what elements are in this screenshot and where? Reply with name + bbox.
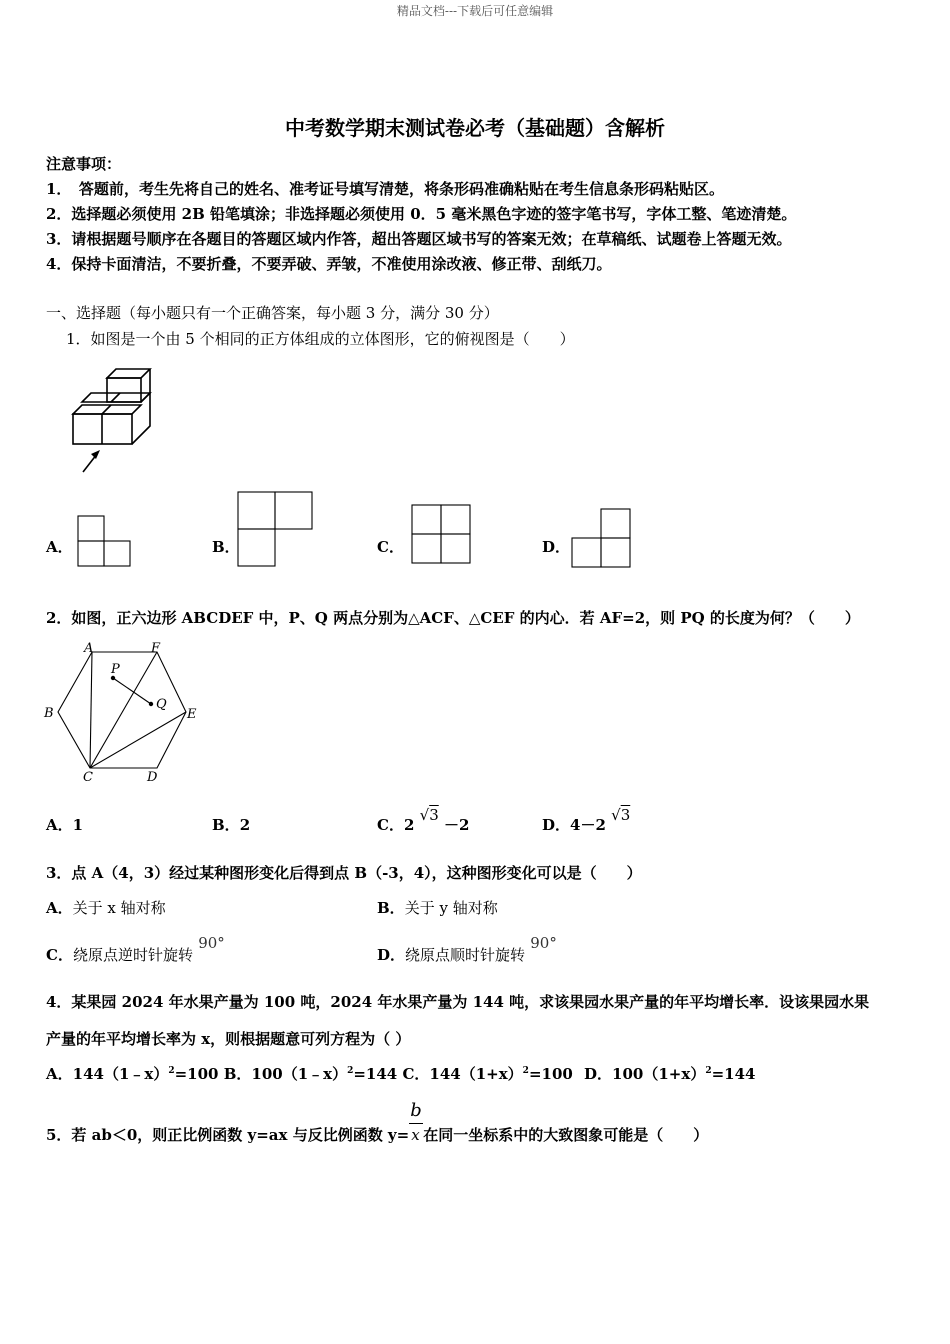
option-value: 2	[239, 816, 251, 834]
page-title: 中考数学期末测试卷必考（基础题）含解析	[285, 116, 665, 140]
q5-text-pre: 5．若 ab＜0，则正比例函数 y=ax 与反比例函数 y=	[46, 1126, 410, 1144]
q1-option-a-figure[interactable]	[76, 514, 132, 568]
option-value: 4－2	[570, 816, 606, 834]
option-letter: B．	[212, 816, 240, 834]
option-letter: B．	[377, 899, 405, 917]
fraction-bar	[409, 1123, 423, 1124]
page-header: 精品文档---下载后可任意编辑	[396, 4, 554, 18]
option-tail: －2	[443, 816, 470, 834]
option-letter: A．	[46, 899, 73, 917]
angle-value: 90°	[198, 934, 225, 952]
option-text: =144	[353, 1065, 403, 1083]
vertex-label-c: C	[83, 770, 93, 785]
q2-option-a[interactable]	[46, 814, 83, 835]
q1-cube-figure	[66, 366, 158, 478]
exponent: 2	[347, 1066, 354, 1076]
q4-option-a[interactable]	[46, 1065, 224, 1083]
q1-option-c-label[interactable]: C．	[377, 538, 404, 556]
option-text: 绕原点逆时针旋转	[72, 946, 193, 964]
fraction	[409, 1100, 423, 1144]
option-text: =100	[174, 1065, 224, 1083]
exponent: 2	[522, 1066, 529, 1076]
q2-hexagon-figure	[40, 640, 210, 785]
option-text: B．100（1﹣x）	[223, 1065, 348, 1083]
option-letter: D．	[542, 816, 571, 834]
vertex-label-f: F	[151, 641, 161, 656]
fraction-numerator: b	[410, 1100, 422, 1121]
sqrt-icon: √3	[419, 806, 439, 824]
point-label-p: P	[111, 662, 120, 677]
note-item: 4．保持卡面清洁，不要折叠，不要弄破、弄皱，不准使用涂改液、修正带、刮纸刀。	[46, 255, 612, 273]
q1-option-d-figure[interactable]	[570, 507, 632, 569]
q1-option-b-label[interactable]: B．	[212, 538, 240, 556]
note-item: 1． 答题前，考生先将自己的姓名、准考证号填写清楚，将条形码准确粘贴在考生信息条形码粘贴区。	[46, 180, 724, 198]
q1-option-c-figure[interactable]	[410, 503, 472, 565]
exponent: 2	[705, 1066, 712, 1076]
option-value: 2	[403, 816, 415, 834]
option-text: =100	[528, 1065, 579, 1083]
option-letter: C．	[46, 946, 73, 964]
section-heading: 一、选择题（每小题只有一个正确答案，每小题 3 分，满分 30 分）	[46, 304, 499, 322]
angle-value: 90°	[530, 934, 557, 952]
option-letter: D．	[377, 946, 406, 964]
q3-option-a[interactable]	[46, 897, 166, 918]
fraction-denominator: x	[411, 1126, 420, 1144]
option-value: 1	[72, 816, 84, 834]
note-item: 3．请根据题号顺序在各题目的答题区域内作答，超出答题区域书写的答案无效；在草稿纸、试题卷上答题无效。	[46, 230, 792, 248]
option-text: 关于 y 轴对称	[404, 899, 498, 917]
q1-option-d-label[interactable]: D．	[542, 538, 571, 556]
radicand: 3	[429, 806, 439, 824]
vertex-label-e: E	[187, 707, 197, 722]
q1-option-b-figure[interactable]	[236, 490, 314, 568]
q3-option-d[interactable]	[377, 934, 557, 965]
option-text: 绕原点顺时针旋转	[405, 946, 526, 964]
q2-option-b[interactable]	[212, 814, 250, 835]
q1-option-a-label[interactable]: A．	[46, 538, 73, 556]
option-text: =144	[711, 1065, 756, 1083]
question-5-text	[46, 1100, 709, 1145]
option-text: D．100（1+x）	[584, 1065, 706, 1083]
q3-option-c[interactable]	[46, 934, 225, 965]
q4-option-d[interactable]	[584, 1065, 755, 1083]
question-4-line-2: 产量的年平均增长率为 x，则根据题意可列方程为（ ）	[46, 1030, 411, 1048]
question-3-text: 3．点 A（4，3）经过某种图形变化后得到点 B（-3，4），这种图形变化可以是（ ）	[46, 864, 642, 882]
q2-option-d[interactable]	[542, 806, 631, 835]
vertex-label-a: A	[84, 641, 94, 656]
q3-option-b[interactable]	[377, 897, 498, 918]
notes-heading: 注意事项：	[46, 155, 122, 173]
point-label-q: Q	[156, 697, 167, 712]
vertex-label-d: D	[147, 770, 158, 785]
q4-options-row	[46, 1063, 755, 1084]
option-letter: A．	[46, 816, 73, 834]
radicand: 3	[620, 806, 631, 824]
option-text: C．144（1+x）	[402, 1065, 523, 1083]
option-letter: C．	[377, 816, 404, 834]
q5-text-post: 在同一坐标系中的大致图象可能是（ ）	[423, 1126, 709, 1144]
q4-option-c[interactable]	[402, 1065, 578, 1083]
vertex-label-b: B	[44, 706, 54, 721]
exponent: 2	[168, 1066, 175, 1076]
q2-option-c[interactable]	[377, 806, 470, 835]
sqrt-icon: √3	[611, 806, 631, 824]
question-4-line-1: 4．某果园 2024 年水果产量为 100 吨，2024 年水果产量为 144 吨，求该果园水果产量的年平均增长率．设该果园水果	[46, 993, 870, 1011]
question-2-text: 2．如图，正六边形 ABCDEF 中，P、Q 两点分别为△ACF、△CEF 的内心．若 AF=2，则 PQ 的长度为何？（ ）	[46, 609, 860, 627]
option-text: 关于 x 轴对称	[72, 899, 166, 917]
q4-option-b[interactable]	[224, 1065, 403, 1083]
note-item: 2．选择题必须使用 2B 铅笔填涂；非选择题必须使用 0．5 毫米黑色字迹的签字笔书写，字体工整、笔迹清楚。	[46, 205, 797, 223]
option-text: A．144（1﹣x）	[46, 1065, 169, 1083]
question-1-text: 1．如图是一个由 5 个相同的正方体组成的立体图形，它的俯视图是（ ）	[66, 330, 575, 348]
